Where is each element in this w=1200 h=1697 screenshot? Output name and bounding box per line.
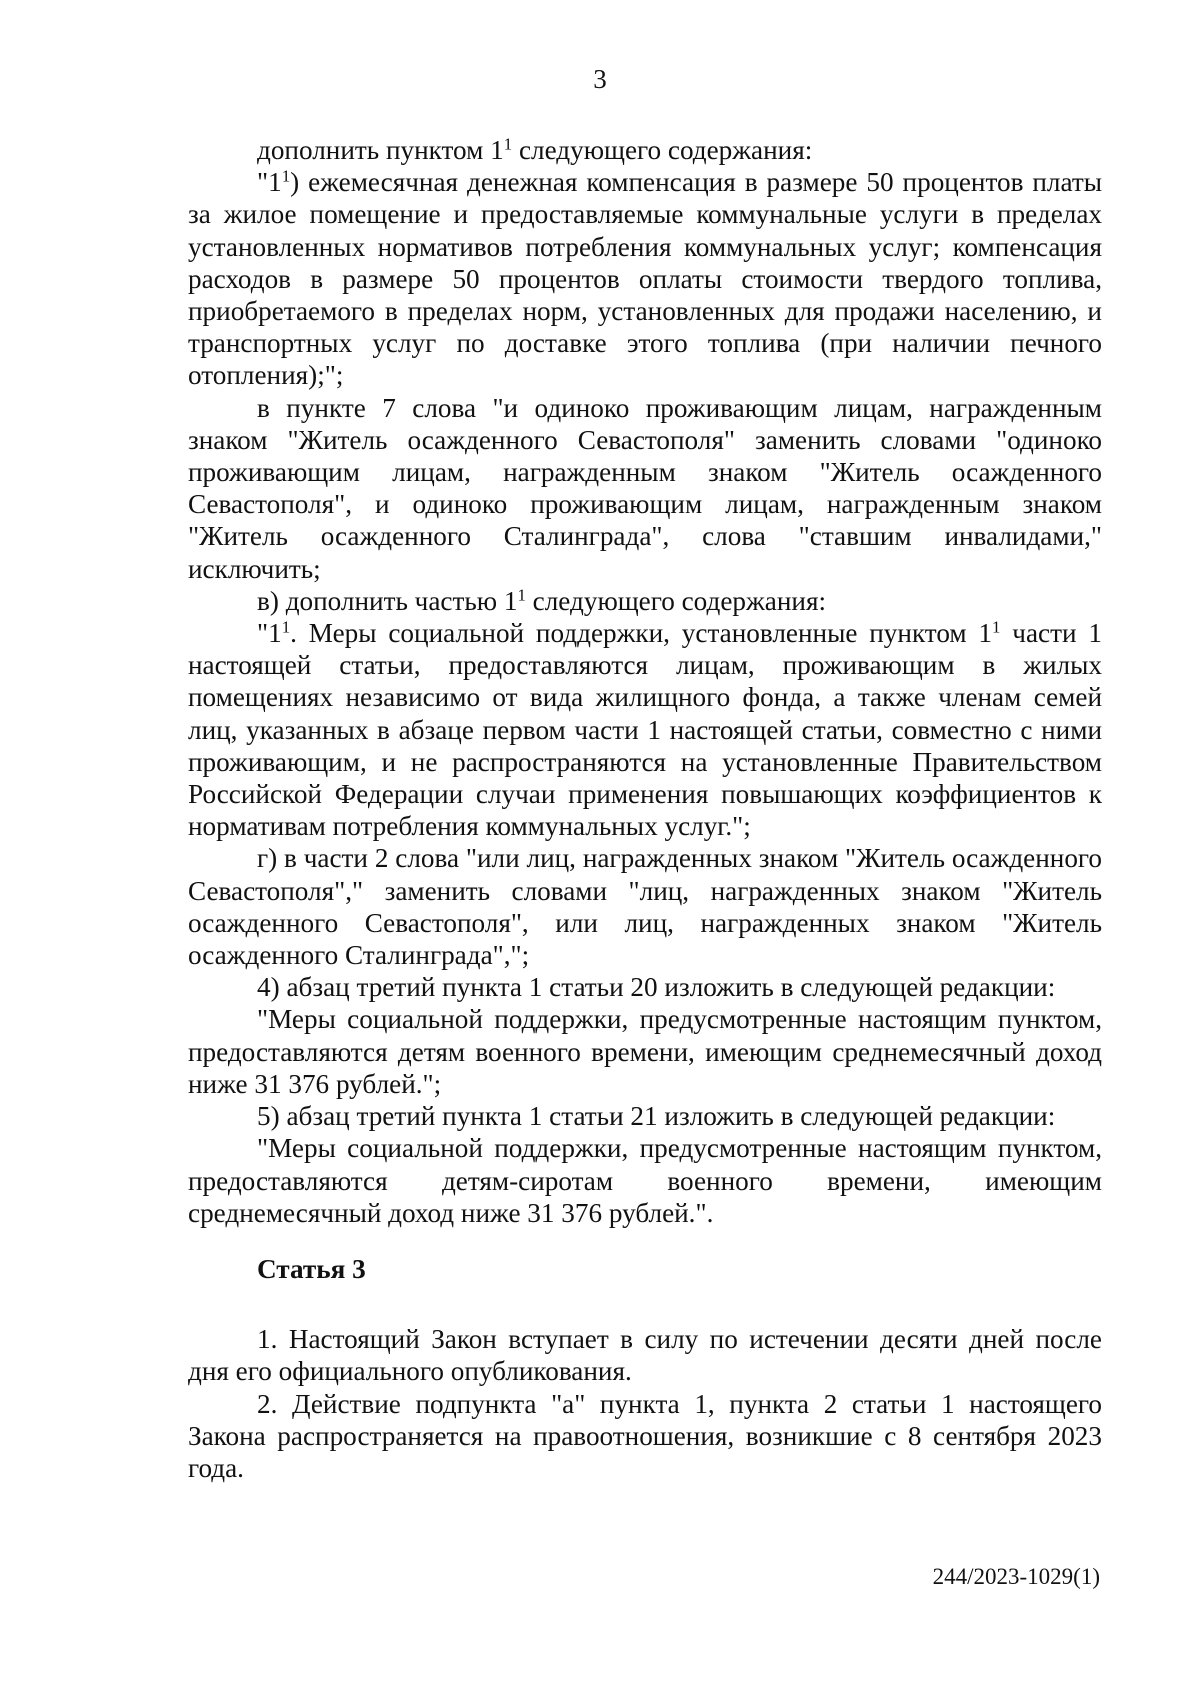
- superscript: 1: [992, 617, 1001, 637]
- superscript: 1: [517, 585, 526, 605]
- text-run: "1: [257, 618, 282, 649]
- text-run: следующего содержания:: [525, 585, 826, 616]
- text-run: в) дополнить частью 1: [257, 585, 518, 616]
- document-number: 244/2023-1029(1): [932, 1564, 1100, 1589]
- paragraph-9: 5) абзац третий пункта 1 статьи 21 изложить в следующей редакции:: [257, 1101, 1056, 1132]
- paragraph-11: 1. Настоящий Закон вступает в силу по истечении десяти дней после дня его официального опубликования.: [188, 1324, 1102, 1387]
- paragraph-5: [188, 617, 1102, 842]
- superscript: 1: [281, 617, 291, 637]
- paragraph-12: 2. Действие подпункта "а" пункта 1, пункта 2 статьи 1 настоящего Закона распространяется на правоотношения, возникшие с 8 сентября 2023 года.: [188, 1388, 1102, 1483]
- paragraph-2: [188, 166, 1102, 391]
- paragraph-4: [188, 585, 1102, 617]
- paragraph-3: в пункте 7 слова "и одиноко проживающим лицам, награжденным знаком "Житель осажденного Севастополя" заменить словами "одиноко проживающим лицам, награжденным знаком "Житель осажденного Севастополя", и одиноко проживающим лицам, награжденным знаком "Житель осажденного Сталинграда", слова "ставшим инвалидами," исключить;: [188, 392, 1102, 584]
- paragraph-1: [188, 134, 1102, 166]
- paragraph-6: г) в части 2 слова "или лиц, награжденных знаком "Житель осажденного Севастополя"," заменить словами "лиц, награжденных знаком "Житель осажденного Севастополя", или лиц, награжденных знаком "Житель осажденного Сталинграда",";: [188, 843, 1102, 971]
- paragraph-8: "Меры социальной поддержки, предусмотренные настоящим пунктом, предоставляются детям военного времени, имеющим среднемесячный доход ниже 31 376 рублей.";: [188, 1004, 1102, 1099]
- text-run: ) ежемесячная денежная компенсация в размере 50 процентов платы за жилое помещение и предоставляемые коммунальные услуги в пределах установленных нормативов потребления коммунальных услуг; компенсация расходов в размере 50 процентов оплаты стоимости твердого топлива, приобретаемого в пределах норм, установленных для продажи населению, и транспортных услуг по доставке этого топлива (при наличии печного отопления);";: [188, 167, 1102, 391]
- text-run: . Меры социальной поддержки, установленные пунктом 1: [290, 618, 993, 649]
- text-run: части 1 настоящей статьи, предоставляются лицам, проживающим в жилых помещениях независимо от вида жилищного фонда, а также членам семей лиц, указанных в абзаце первом части 1 настоящей статьи, совместно с ними проживающим, и не распространяются на установленные Правительством Российской Федерации случаи применения повышающих коэффициентов к нормативам потребления коммунальных услуг.";: [188, 618, 1102, 842]
- superscript: 1: [503, 134, 513, 154]
- paragraph-10: "Меры социальной поддержки, предусмотренные настоящим пунктом, предоставляются детям-сиротам военного времени, имеющим среднемесячный доход ниже 31 376 рублей.".: [188, 1133, 1102, 1228]
- text-run: "1: [257, 167, 282, 198]
- article-heading: Статья 3: [257, 1253, 366, 1284]
- page-number: 3: [593, 64, 607, 94]
- paragraph-7: 4) абзац третий пункта 1 статьи 20 изложить в следующей редакции:: [257, 972, 1056, 1003]
- text-run: дополнить пунктом 1: [257, 135, 504, 165]
- superscript: 1: [281, 166, 291, 186]
- text-run: следующего содержания:: [512, 135, 813, 165]
- document-body: [188, 134, 1102, 1484]
